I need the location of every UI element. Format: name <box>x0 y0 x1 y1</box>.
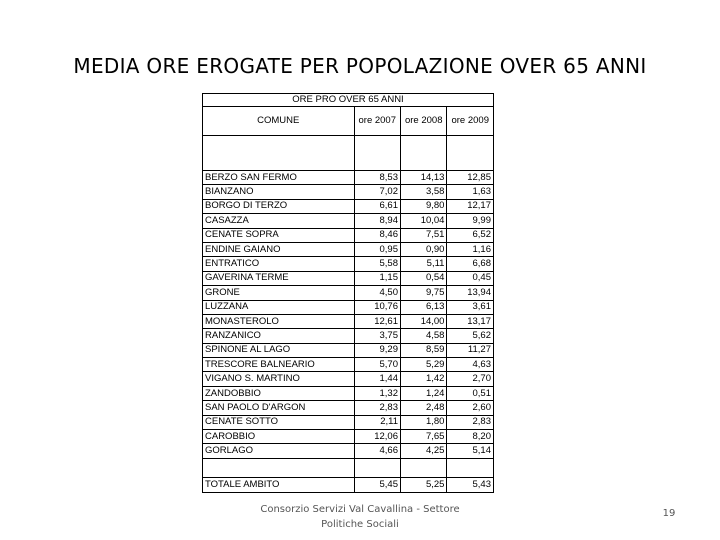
total-value: 5,45 <box>354 477 400 492</box>
cell-ore-2009: 0,45 <box>447 271 494 285</box>
cell-ore-2009: 13,17 <box>447 314 494 328</box>
cell-ore-2008: 9,80 <box>401 199 447 213</box>
table-row <box>203 257 494 271</box>
table-row <box>203 430 494 444</box>
column-header-2008: ore 2008 <box>401 107 447 136</box>
cell-ore-2008: 5,29 <box>401 358 447 372</box>
cell-ore-2009: 8,20 <box>447 430 494 444</box>
table-total-row <box>203 477 494 492</box>
cell-comune: GAVERINA TERME <box>203 271 355 285</box>
total-value: 5,25 <box>401 477 447 492</box>
cell-ore-2007: 0,95 <box>354 242 400 256</box>
cell-comune: MONASTEROLO <box>203 314 355 328</box>
cell-ore-2008: 7,65 <box>401 430 447 444</box>
cell-ore-2009: 5,62 <box>447 329 494 343</box>
cell-ore-2007: 2,83 <box>354 401 400 415</box>
cell-ore-2007: 6,61 <box>354 199 400 213</box>
cell-comune: ZANDOBBIO <box>203 386 355 400</box>
table-row <box>203 199 494 213</box>
cell-comune: GORLAGO <box>203 444 355 458</box>
cell-ore-2007: 3,75 <box>354 329 400 343</box>
cell-comune: BERZO SAN FERMO <box>203 171 355 185</box>
cell-comune: BORGO DI TERZO <box>203 199 355 213</box>
cell-ore-2007: 7,02 <box>354 185 400 199</box>
cell-ore-2007: 10,76 <box>354 300 400 314</box>
cell-comune: BIANZANO <box>203 185 355 199</box>
cell-ore-2008: 4,58 <box>401 329 447 343</box>
cell-ore-2008: 10,04 <box>401 214 447 228</box>
cell-ore-2009: 0,51 <box>447 386 494 400</box>
cell-ore-2009: 13,94 <box>447 286 494 300</box>
table-spacer-row <box>203 136 494 171</box>
cell-ore-2008: 5,11 <box>401 257 447 271</box>
footer-text: Consorzio Servizi Val Cavallina - Settore Politiche Sociali <box>260 504 460 530</box>
cell-ore-2009: 2,83 <box>447 415 494 429</box>
table-row <box>203 271 494 285</box>
cell-ore-2008: 2,48 <box>401 401 447 415</box>
total-value: 5,43 <box>447 477 494 492</box>
table-row <box>203 444 494 458</box>
table-row <box>203 386 494 400</box>
column-header-2007: ore 2007 <box>354 107 400 136</box>
cell-ore-2009: 12,17 <box>447 199 494 213</box>
table-row <box>203 300 494 314</box>
cell-ore-2008: 0,54 <box>401 271 447 285</box>
table-row <box>203 372 494 386</box>
table-row <box>203 329 494 343</box>
cell-ore-2007: 5,70 <box>354 358 400 372</box>
cell-ore-2009: 1,16 <box>447 242 494 256</box>
column-header-comune: COMUNE <box>203 107 355 136</box>
table-row <box>203 171 494 185</box>
cell-ore-2007: 8,94 <box>354 214 400 228</box>
cell-ore-2007: 12,06 <box>354 430 400 444</box>
table-row <box>203 242 494 256</box>
table-row <box>203 228 494 242</box>
table-spacer-row <box>203 458 494 477</box>
cell-ore-2009: 6,68 <box>447 257 494 271</box>
cell-comune: CENATE SOTTO <box>203 415 355 429</box>
cell-ore-2008: 7,51 <box>401 228 447 242</box>
cell-comune: GRONE <box>203 286 355 300</box>
cell-comune: SPINONE AL LAGO <box>203 343 355 357</box>
table-row <box>203 214 494 228</box>
cell-ore-2009: 9,99 <box>447 214 494 228</box>
cell-ore-2008: 4,25 <box>401 444 447 458</box>
cell-ore-2009: 11,27 <box>447 343 494 357</box>
cell-ore-2008: 1,24 <box>401 386 447 400</box>
cell-ore-2007: 8,53 <box>354 171 400 185</box>
cell-ore-2008: 1,80 <box>401 415 447 429</box>
cell-ore-2008: 14,13 <box>401 171 447 185</box>
cell-comune: LUZZANA <box>203 300 355 314</box>
cell-ore-2009: 3,61 <box>447 300 494 314</box>
cell-ore-2009: 2,70 <box>447 372 494 386</box>
total-label: TOTALE AMBITO <box>203 477 355 492</box>
cell-ore-2009: 4,63 <box>447 358 494 372</box>
cell-comune: CASAZZA <box>203 214 355 228</box>
cell-ore-2007: 4,50 <box>354 286 400 300</box>
column-header-2009: ore 2009 <box>447 107 494 136</box>
cell-ore-2008: 8,59 <box>401 343 447 357</box>
cell-ore-2009: 1,63 <box>447 185 494 199</box>
page-number: 19 <box>662 508 676 519</box>
table-body <box>203 94 494 493</box>
cell-ore-2009: 12,85 <box>447 171 494 185</box>
cell-ore-2007: 5,58 <box>354 257 400 271</box>
cell-comune: CAROBBIO <box>203 430 355 444</box>
cell-ore-2008: 1,42 <box>401 372 447 386</box>
data-table-container <box>202 93 493 490</box>
cell-ore-2008: 0,90 <box>401 242 447 256</box>
cell-comune: TRESCORE BALNEARIO <box>203 358 355 372</box>
table-title: ORE PRO OVER 65 ANNI <box>203 94 494 107</box>
cell-ore-2007: 2,11 <box>354 415 400 429</box>
cell-comune: VIGANO S. MARTINO <box>203 372 355 386</box>
table-row <box>203 286 494 300</box>
cell-comune: ENTRATICO <box>203 257 355 271</box>
table-row <box>203 343 494 357</box>
cell-ore-2007: 12,61 <box>354 314 400 328</box>
cell-ore-2007: 4,66 <box>354 444 400 458</box>
cell-ore-2007: 1,15 <box>354 271 400 285</box>
cell-comune: SAN PAOLO D'ARGON <box>203 401 355 415</box>
table-title-row <box>203 94 494 107</box>
cell-ore-2007: 9,29 <box>354 343 400 357</box>
table-row <box>203 415 494 429</box>
cell-ore-2009: 2,60 <box>447 401 494 415</box>
cell-comune: ENDINE GAIANO <box>203 242 355 256</box>
cell-ore-2009: 5,14 <box>447 444 494 458</box>
cell-ore-2008: 9,75 <box>401 286 447 300</box>
cell-ore-2008: 6,13 <box>401 300 447 314</box>
column-header-row <box>203 107 494 136</box>
table-row <box>203 401 494 415</box>
cell-ore-2007: 1,44 <box>354 372 400 386</box>
data-table <box>202 93 494 493</box>
cell-ore-2008: 3,58 <box>401 185 447 199</box>
table-row <box>203 358 494 372</box>
cell-ore-2007: 8,46 <box>354 228 400 242</box>
cell-ore-2007: 1,32 <box>354 386 400 400</box>
cell-ore-2009: 6,52 <box>447 228 494 242</box>
cell-comune: RANZANICO <box>203 329 355 343</box>
table-row <box>203 314 494 328</box>
slide-title: MEDIA ORE EROGATE PER POPOLAZIONE OVER 65 ANNI <box>73 54 647 78</box>
cell-comune: CENATE SOPRA <box>203 228 355 242</box>
table-row <box>203 185 494 199</box>
cell-ore-2008: 14,00 <box>401 314 447 328</box>
